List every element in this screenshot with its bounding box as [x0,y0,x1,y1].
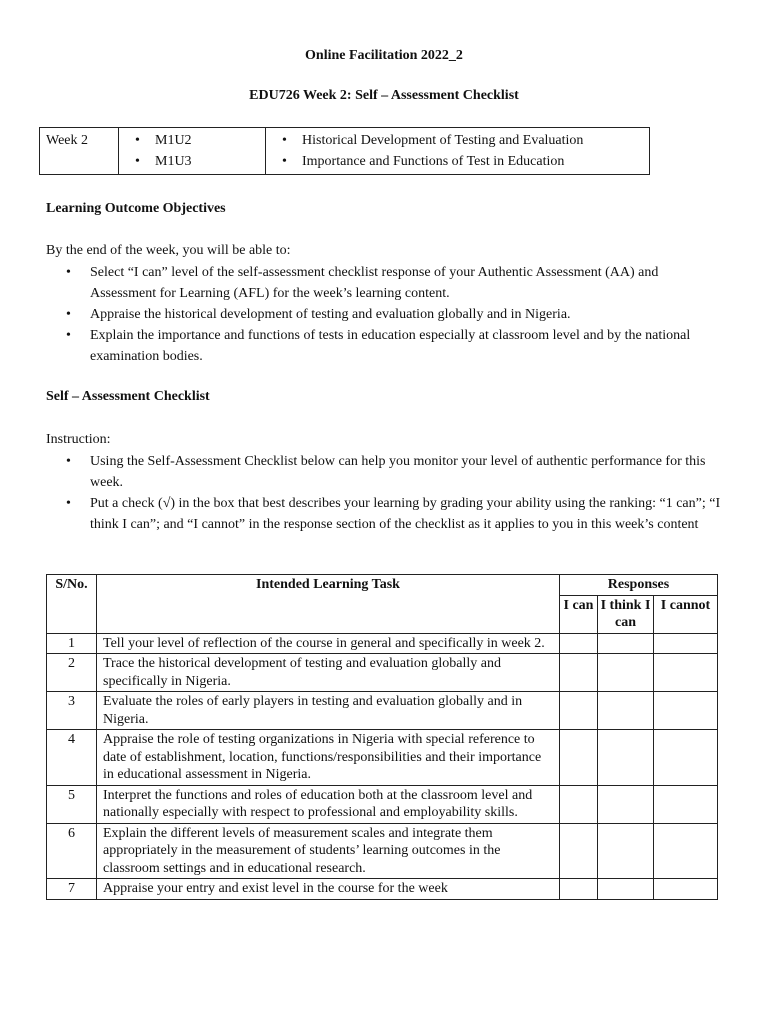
checkbox-i-think-i-can[interactable] [598,654,654,692]
instruction-list [46,451,726,535]
checkbox-i-cannot[interactable] [654,823,718,879]
table-row [47,654,718,692]
checkbox-i-cannot[interactable] [654,785,718,823]
instruction-item: • Put a check (√) in the box that best describes your learning by grading your ability using the ranking: “1 can”; “I think I can”; and “I cannot” in the response section of the checklist as it applies to you in this week’s content [46,493,726,535]
row-task: Explain the different levels of measurement scales and integrate them appropriately in the measurement of students’ learning outcomes in the classroom settings and in educational research. [97,823,560,879]
checklist-heading: Self – Assessment Checklist [46,389,210,404]
checkbox-i-can[interactable] [560,730,598,786]
task-header: Intended Learning Task [97,575,560,634]
row-task: Interpret the functions and roles of education both at the classroom level and nationally especially with respect to professional and employability skills. [97,785,560,823]
checkbox-i-can[interactable] [560,785,598,823]
checkbox-i-think-i-can[interactable] [598,692,654,730]
checkbox-i-can[interactable] [560,654,598,692]
row-number: 1 [47,633,97,654]
row-task: Appraise the role of testing organizations in Nigeria with special reference to date of establishment, location, functions/responsibilities and their importance in educational assessment in Nigeria. [97,730,560,786]
sno-header: S/No. [47,575,97,634]
checkbox-i-think-i-can[interactable] [598,879,654,900]
week-overview-table [39,127,650,175]
row-task: Trace the historical development of testing and evaluation globally and specifically in Nigeria. [97,654,560,692]
checkbox-i-think-i-can[interactable] [598,823,654,879]
checkbox-i-cannot[interactable] [654,692,718,730]
row-task: Appraise your entry and exist level in the course for the week [97,879,560,900]
instruction-label: Instruction: [46,432,111,447]
table-row [47,730,718,786]
topics-cell [266,128,650,175]
objectives-list [46,262,726,367]
checkbox-i-can[interactable] [560,823,598,879]
table-row [47,633,718,654]
response-i-think-header: I think I can [598,595,654,633]
checkbox-i-can[interactable] [560,633,598,654]
unit-item: • M1U3 [125,151,259,172]
table-row [47,692,718,730]
row-number: 6 [47,823,97,879]
row-number: 7 [47,879,97,900]
table-row [47,879,718,900]
response-i-can-header: I can [560,595,598,633]
response-i-cannot-header: I cannot [654,595,718,633]
row-number: 2 [47,654,97,692]
topic-item: • Importance and Functions of Test in Education [272,151,643,172]
page-subtitle: EDU726 Week 2: Self – Assessment Checklist [249,88,519,103]
unit-item: • M1U2 [125,130,259,151]
row-number: 5 [47,785,97,823]
checkbox-i-cannot[interactable] [654,654,718,692]
topic-item: • Historical Development of Testing and Evaluation [272,130,643,151]
table-row [47,785,718,823]
checkbox-i-cannot[interactable] [654,730,718,786]
row-number: 4 [47,730,97,786]
table-row [47,823,718,879]
objectives-heading: Learning Outcome Objectives [46,201,226,216]
checkbox-i-think-i-can[interactable] [598,633,654,654]
page-title: Online Facilitation 2022_2 [305,48,463,63]
checkbox-i-think-i-can[interactable] [598,730,654,786]
instruction-item: • Using the Self-Assessment Checklist below can help you monitor your level of authentic performance for this week. [46,451,726,493]
checkbox-i-cannot[interactable] [654,879,718,900]
objective-item: • Explain the importance and functions of tests in education especially at classroom level and by the national examination bodies. [46,325,726,367]
week-cell: Week 2 [40,128,119,175]
responses-header: Responses [560,575,718,596]
self-assessment-table [46,574,718,900]
units-cell [119,128,266,175]
row-number: 3 [47,692,97,730]
checkbox-i-cannot[interactable] [654,633,718,654]
checkbox-i-think-i-can[interactable] [598,785,654,823]
objective-item: • Select “I can” level of the self-assessment checklist response of your Authentic Assessment (AA) and Assessment for Learning (AFL) for the week’s learning content. [46,262,726,304]
objective-item: • Appraise the historical development of testing and evaluation globally and in Nigeria. [46,304,726,325]
checkbox-i-can[interactable] [560,879,598,900]
objectives-intro: By the end of the week, you will be able to: [46,243,291,258]
row-task: Evaluate the roles of early players in testing and evaluation globally and in Nigeria. [97,692,560,730]
checkbox-i-can[interactable] [560,692,598,730]
row-task: Tell your level of reflection of the course in general and specifically in week 2. [97,633,560,654]
